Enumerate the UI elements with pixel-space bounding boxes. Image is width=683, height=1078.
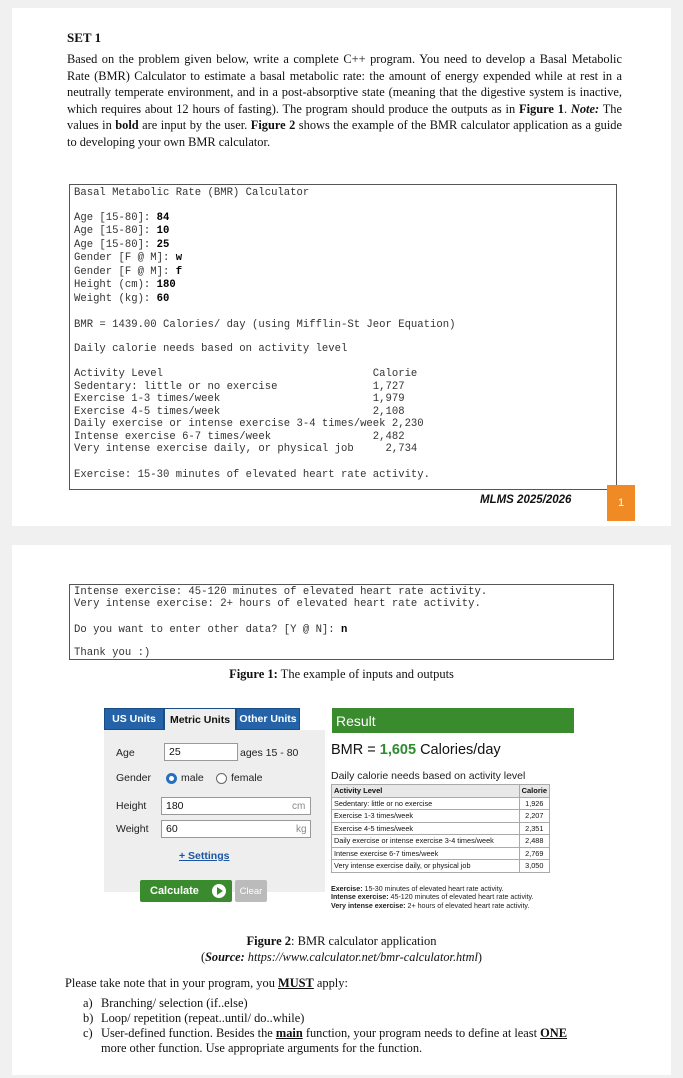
intro-text-5: shows the example of the BMR calculator application as a guide to developing your own BMR calculator.	[67, 118, 622, 149]
console-prompt-line: Do you want to enter other data? [Y @ N]: n	[74, 624, 348, 636]
weight-label: Weight	[116, 823, 149, 835]
console-line: Very intense exercise: 2+ hours of elevated heart rate activity.	[74, 598, 481, 610]
table-row: Daily exercise or intense exercise 3-4 times/week 2,488	[332, 835, 550, 848]
intro-figure2-ref: Figure 2	[250, 118, 296, 133]
console-input-line: Height (cm): 180	[74, 279, 176, 291]
console-input-line: Age [15-80]: 10	[74, 225, 170, 237]
female-label: female	[231, 772, 263, 784]
console-table-row: Exercise 1-3 times/week 1,979	[74, 393, 405, 405]
clear-button[interactable]: Clear	[235, 880, 267, 902]
table-row: Intense exercise 6-7 times/week 2,769	[332, 847, 550, 860]
intro-text-1: Based on the problem given below, write a complete C++ program. You need to develop a Basal Metabolic Rate (BMR) Calculator to estimate a basal metabolic rate: the amount of energy expended while at rest in a neutrally temperate environment, and in a post-absorptive state (meaning that the digestive system is inactive, which requires about 12 hours of fasting). The program should produce the outputs as in	[67, 52, 622, 116]
male-label: male	[181, 772, 204, 784]
play-icon	[212, 884, 226, 898]
console-table-row: Daily exercise or intense exercise 3-4 times/week 2,230	[74, 418, 424, 430]
console-table-row: Very intense exercise daily, or physical job 2,734	[74, 443, 418, 455]
page-number: 1	[607, 485, 635, 521]
console-table-row: Sedentary: little or no exercise 1,727	[74, 381, 405, 393]
intro-bold-word: bold	[115, 118, 139, 133]
header-calorie: Calorie	[519, 785, 549, 798]
intro-paragraph	[67, 51, 622, 151]
table-row: Exercise 1-3 times/week 2,207	[332, 810, 550, 823]
console-input-line: Age [15-80]: 25	[74, 239, 170, 251]
result-header: Result	[332, 708, 574, 733]
console-output-2	[69, 584, 614, 660]
console-output-1	[69, 184, 617, 490]
requirement-b: b) Loop/ repetition (repeat..until/ do..while)	[83, 1011, 305, 1025]
note-line: Very intense exercise: 2+ hours of elevated heart rate activity.	[331, 901, 530, 910]
table-row: Very intense exercise daily, or physical job 3,050	[332, 860, 550, 873]
height-input[interactable]: 180	[161, 797, 311, 815]
intro-note-label: Note:	[570, 101, 600, 116]
intro-text-3: The values in	[67, 101, 622, 133]
figure-2-source: (Source: https://www.calculator.net/bmr-calculator.html)	[200, 950, 482, 964]
console-input-line: Weight (kg): 60	[74, 293, 170, 305]
console-input-line: Gender [F @ M]: f	[74, 266, 183, 278]
table-header-row	[332, 785, 550, 798]
tab-other-units[interactable]: Other Units	[236, 708, 300, 730]
table-row: Sedentary: little or no exercise 1,926	[332, 797, 550, 810]
console-line: Intense exercise: 45-120 minutes of elevated heart rate activity.	[74, 586, 488, 598]
console-table-header: Activity Level Calorie	[74, 368, 418, 380]
bmr-result: BMR = 1,605 Calories/day	[331, 742, 501, 758]
figure-2-caption: Figure 2: BMR calculator application	[246, 934, 437, 948]
requirement-a: a) Branching/ selection (if..else)	[83, 996, 248, 1010]
console-exercise-line: Exercise: 15-30 minutes of elevated heart rate activity.	[74, 469, 431, 481]
exercise-notes	[331, 885, 534, 910]
height-label: Height	[116, 800, 147, 812]
console-title: Basal Metabolic Rate (BMR) Calculator	[74, 187, 310, 199]
input-panel	[104, 730, 325, 897]
console-input-line: Gender [F @ M]: w	[74, 252, 183, 264]
console-daily-line: Daily calorie needs based on activity level	[74, 343, 348, 355]
settings-link[interactable]: + Settings	[179, 850, 230, 862]
height-unit: cm	[292, 801, 306, 812]
figure-1-caption: Figure 1: The example of inputs and outputs	[229, 667, 454, 681]
calculate-button[interactable]	[140, 880, 232, 902]
console-table-row: Exercise 4-5 times/week 2,108	[74, 406, 405, 418]
daily-heading: Daily calorie needs based on activity level	[331, 770, 526, 782]
header-activity-level: Activity Level	[332, 785, 520, 798]
page-1	[12, 8, 671, 526]
tab-metric-units[interactable]: Metric Units	[164, 708, 236, 730]
footer-label: MLMS 2025/2026	[480, 494, 572, 506]
calculate-label: Calculate	[150, 885, 199, 897]
intro-text-4: are input by the user.	[138, 118, 251, 133]
male-radio[interactable]	[166, 773, 177, 784]
page-2	[12, 545, 671, 1075]
weight-unit: kg	[296, 824, 307, 835]
unit-tabs	[104, 708, 332, 730]
tab-us-units[interactable]: US Units	[104, 708, 164, 730]
console-bmr-line: BMR = 1439.00 Calories/ day (using Mifflin-St Jeor Equation)	[74, 319, 456, 331]
bmr-value: 1,605	[379, 742, 417, 758]
console-input-line: Age [15-80]: 84	[74, 212, 170, 224]
table-row: Exercise 4-5 times/week 2,351	[332, 822, 550, 835]
activity-table	[331, 784, 550, 873]
must-word: MUST	[278, 976, 314, 990]
age-label: Age	[116, 747, 135, 759]
note-paragraph: Please take note that in your program, you MUST apply:	[65, 976, 348, 990]
gender-label: Gender	[116, 772, 152, 784]
weight-input[interactable]: 60	[161, 820, 311, 838]
set-title: SET 1	[67, 30, 102, 45]
intro-figure1-ref: Figure 1	[519, 101, 564, 116]
bmr-calculator-figure	[104, 708, 572, 921]
age-input[interactable]: 25	[164, 743, 238, 761]
note-line: Exercise: 15-30 minutes of elevated heart rate activity.	[331, 885, 504, 893]
console-thanks-line: Thank you :)	[74, 647, 151, 659]
age-hint: ages 15 - 80	[240, 747, 299, 759]
requirement-c: c) User-defined function. Besides the main function, your program needs to define at least ONE more other function. Use appropriate arguments for the function.	[83, 1026, 568, 1055]
console-table-row: Intense exercise 6-7 times/week 2,482	[74, 431, 405, 443]
intro-text-2: .	[563, 101, 571, 116]
female-radio[interactable]	[216, 773, 227, 784]
note-line: Intense exercise: 45-120 minutes of elevated heart rate activity.	[331, 893, 534, 902]
